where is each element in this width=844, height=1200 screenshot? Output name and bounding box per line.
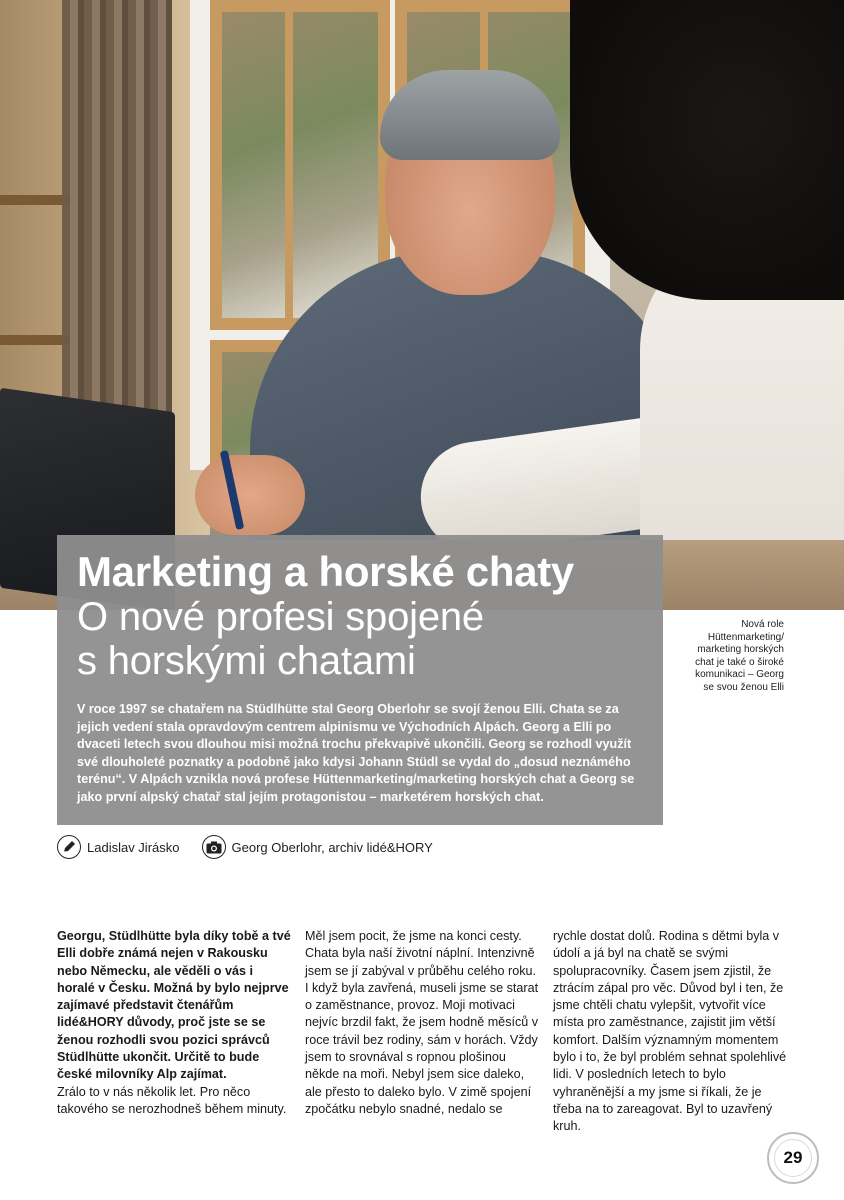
article-title: Marketing a horské chaty xyxy=(77,548,574,595)
photo-credit: Georg Oberlohr, archiv lidé&HORY xyxy=(231,839,433,855)
woman-hair xyxy=(570,0,844,300)
author-name: Ladislav Jirásko xyxy=(87,839,180,855)
body-column-1 xyxy=(57,928,293,1118)
caption-line: Hüttenmarketing/ xyxy=(707,631,784,643)
camera-icon xyxy=(202,835,226,859)
man-hair xyxy=(380,70,560,160)
body-column-3 xyxy=(553,928,789,1136)
photo-caption xyxy=(672,619,784,695)
interview-answer: rychle dostat dolů. Rodina s dětmi byla v údolí a já byl na chatě se svými spolupracovníky. Časem jsem zjistil, že ztrácím zápal pro věc. Důvod byl i ten, že jsme chtěli chatu vylepšit, vytvořit více místa pro zaměstnance, zajistit jim větší komfort. Dalším významným momentem bylo i to, že byl problém sehnat spolehlivé lidi. V posledních letech to bylo vyhraněnější a my jsme si říkali, že je třeba na to zareagovat. Byl to uzavřený kruh. xyxy=(553,929,787,1134)
man-hand xyxy=(195,455,305,535)
interview-question: Georgu, Stüdlhütte byla díky tobě a tvé Elli dobře známá nejen v Rakousku nebo Německu, ale věděli o vás i horalé v Česku. Možná by bylo nejprve zajímavé představit čtenářům lidé&HORY důvody, proč jste se se ženou rozhodli svou pozici správců Stüdlhütte ukončit. Určitě to bude české milovníky Alp zajímat. xyxy=(57,929,291,1082)
caption-line: komunikaci – Georg xyxy=(695,669,784,681)
shelf xyxy=(0,335,70,345)
window-mullion xyxy=(285,0,293,330)
title-box xyxy=(57,535,663,825)
interview-answer: Měl jsem pocit, že jsme na konci cesty. Chata byla naší životní náplní. Intenzivně jsem se jí zabýval v průběhu celého roku. I když byla zavřená, museli jsme se starat o zaměstnance, provoz. Moji motivaci nejvíc brzdil fakt, že jsem hodně měsíců v roce trávil bez rodiny, sám v horách. Vždy jsem to srovnával s ropnou plošinou někde na moři. Nebyl jsem sice daleko, ale přesto to daleko bylo. V zimě spojení zpočátku nebylo snadné, nedalo se xyxy=(305,929,539,1116)
shelf xyxy=(0,195,70,205)
caption-line: se svou ženou Elli xyxy=(703,681,784,693)
caption-line: chat je také o široké xyxy=(695,656,784,668)
article-subtitle-line-1: O nové profesi spojené xyxy=(77,595,484,639)
credits xyxy=(57,835,557,859)
page-number xyxy=(767,1132,819,1184)
article-subtitle-line-2: s horskými chatami xyxy=(77,639,416,683)
caption-line: marketing horských xyxy=(697,644,784,656)
article-perex: V roce 1997 se chatařem na Stüdlhütte stal Georg Oberlohr se svojí ženou Elli. Chata se za jejich vedení stala opravdovým centrem alpinismu ve Východních Alpách. Georg a Elli po dvaceti letech svou dlouhou misi možná trochu překvapivě ukončili. Georg se rozhodl využít své dlouholeté poznatky a podobně jako kdysi Johann Stüdl se vydal do „dosud neznámého terénu“. V Alpách vznikla nová profese Hüttenmarketing/marketing horských chat a Georg se jako první alpský chatař stal jejím protagonistou – marketérem horských chat. xyxy=(77,702,635,804)
body-column-2 xyxy=(305,928,541,1118)
page-number-text: 29 xyxy=(783,1148,803,1167)
interview-answer: Zrálo to v nás několik let. Pro něco takového se nerozhodneš během minuty. xyxy=(57,1084,287,1116)
caption-line: Nová role xyxy=(741,619,784,630)
pen-icon xyxy=(57,835,81,859)
